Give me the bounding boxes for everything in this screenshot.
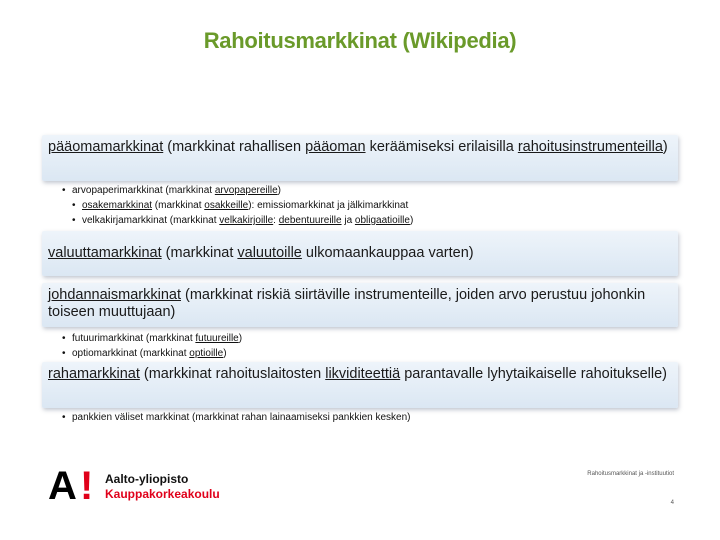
text-fragment: ulkomaankauppaa varten) xyxy=(301,245,474,261)
text-fragment: (markkinat riskiä siirtäville instrumenteille, joiden arvo perustuu johonkin toiseen muuttujaan) xyxy=(48,287,646,320)
text-fragment: (markkinat xyxy=(152,200,205,211)
text-fragment: pankkien väliset markkinat (markkinat rahan lainaamiseksi pankkien kesken) xyxy=(72,412,411,423)
text-fragment: ) xyxy=(238,333,243,344)
wiki-link[interactable]: valuuttamarkkinat xyxy=(48,245,162,261)
bullet-item xyxy=(62,183,413,198)
logo-school-name: Kauppakorkeakoulu xyxy=(105,487,220,501)
text-fragment: (markkinat xyxy=(161,245,238,261)
bullet-dot-icon: • xyxy=(62,412,66,423)
section-box-paaomamarkkinat xyxy=(42,135,678,181)
footer-course-name: Rahoitusmarkkinat ja -instituutiot xyxy=(587,471,674,477)
section-box-valuuttamarkkinat xyxy=(42,231,678,276)
text-fragment: arvopaperimarkkinat (markkinat xyxy=(72,185,215,196)
bullet-item xyxy=(62,410,411,425)
text-fragment: ja xyxy=(341,215,355,226)
wiki-link[interactable]: futuureille xyxy=(195,333,239,344)
text-fragment: keräämiseksi erilaisilla xyxy=(365,139,518,155)
text-fragment: (markkinat rahoituslaitosten xyxy=(139,366,326,382)
logo-mark-letter: A xyxy=(48,464,75,508)
page-number: 4 xyxy=(670,500,674,506)
bullet-list-paaomamarkkinat xyxy=(62,183,413,228)
bullet-item xyxy=(62,346,242,361)
wiki-link[interactable]: osakkeille xyxy=(204,200,249,211)
text-fragment: : xyxy=(273,215,279,226)
bullet-dot-icon: • xyxy=(72,200,76,211)
section-box-johdannaismarkkinat xyxy=(42,283,678,327)
text-fragment: ) xyxy=(223,348,227,359)
text-fragment: ): emissiomarkkinat ja jälkimarkkinat xyxy=(248,200,409,211)
wiki-link[interactable]: valuutoille xyxy=(237,245,302,261)
text-fragment: ) xyxy=(662,139,668,155)
bullet-item xyxy=(62,213,413,228)
text-fragment: ) xyxy=(277,185,281,196)
wiki-link[interactable]: pääomamarkkinat xyxy=(48,139,164,155)
wiki-link[interactable]: rahamarkkinat xyxy=(48,366,140,382)
text-fragment: (markkinat rahallisen xyxy=(163,139,306,155)
slide-title: Rahoitusmarkkinat (Wikipedia) xyxy=(203,28,517,53)
wiki-link[interactable]: osakemarkkinat xyxy=(82,200,153,211)
bullet-dot-icon: • xyxy=(72,215,76,226)
bullet-list-johdannaismarkkinat xyxy=(62,331,242,361)
bullet-dot-icon: • xyxy=(62,348,66,359)
text-fragment: velkakirjamarkkinat (markkinat xyxy=(82,215,220,226)
wiki-link[interactable]: pääoman xyxy=(305,139,366,155)
wiki-link[interactable]: johdannaismarkkinat xyxy=(48,287,181,303)
wiki-link[interactable]: rahoitusinstrumenteilla xyxy=(517,139,663,155)
section-box-rahamarkkinat xyxy=(42,362,678,408)
wiki-link[interactable]: optioille xyxy=(189,348,224,359)
wiki-link[interactable]: obligaatioille xyxy=(354,215,410,226)
text-fragment: futuurimarkkinat (markkinat xyxy=(72,333,196,344)
wiki-link[interactable]: likviditeettiä xyxy=(325,366,401,382)
bullet-item xyxy=(62,331,242,346)
bullet-list-rahamarkkinat xyxy=(62,410,411,425)
bullet-dot-icon: • xyxy=(62,185,66,196)
bullet-dot-icon: • xyxy=(62,333,66,344)
logo-university-name: Aalto-yliopisto xyxy=(105,472,189,486)
wiki-link[interactable]: velkakirjoille xyxy=(219,215,274,226)
wiki-link[interactable]: arvopapereille xyxy=(214,185,278,196)
text-fragment: optiomarkkinat (markkinat xyxy=(72,348,190,359)
logo-mark-exclamation: ! xyxy=(80,464,94,508)
text-fragment: parantavalle lyhytaikaiselle rahoitukselle) xyxy=(400,366,667,382)
text-fragment: ) xyxy=(409,215,414,226)
wiki-link[interactable]: debentuureille xyxy=(278,215,342,226)
bullet-item xyxy=(62,198,413,213)
